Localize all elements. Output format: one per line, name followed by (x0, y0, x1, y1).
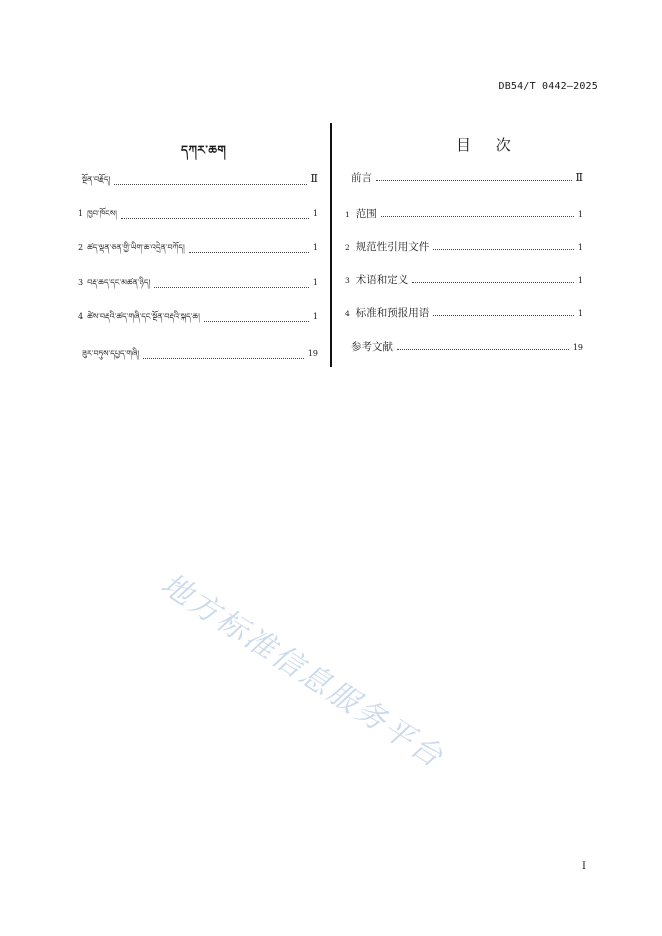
toc-chinese-row[interactable] (345, 305, 583, 320)
dot-leader (154, 286, 309, 288)
entry-page: 1 (577, 276, 583, 285)
entry-label: 前言 (351, 172, 372, 184)
entry-page: 1 (577, 243, 583, 252)
dot-leader (381, 215, 574, 217)
toc-tibetan-row[interactable] (78, 170, 318, 193)
watermark: 地方标准信息服务平台 (154, 566, 451, 776)
entry-number: 4 (78, 312, 84, 321)
entry-label: 规范性引用文件 (355, 241, 430, 253)
entry-page: 1 (312, 209, 318, 218)
entry-number: 3 (345, 276, 350, 285)
entry-page: 1 (577, 309, 583, 318)
dot-leader (114, 183, 306, 185)
toc-chinese-row[interactable] (345, 239, 583, 254)
column-divider (330, 123, 332, 367)
entry-label: ཚེས་བརྡའི་ཚད་གཞི་དང་སྔོན་བརྡའི་སྐད་ཆ། (87, 312, 200, 321)
standard-number: DB54/T 0442—2025 (498, 81, 598, 92)
entry-number: 3 (78, 278, 84, 287)
toc-tibetan-row[interactable] (78, 307, 318, 330)
entry-label: ཟུར་བཏུས་དཔྱད་གཞི། (82, 349, 140, 358)
toc-chinese-row[interactable] (345, 170, 583, 185)
dot-leader (143, 357, 304, 359)
dot-leader (433, 314, 574, 316)
toc-tibetan-row[interactable] (78, 344, 318, 367)
toc-tibetan-title: དཀར་ཆག (181, 143, 227, 157)
dot-leader (121, 217, 309, 219)
entry-page: Ⅱ (310, 172, 318, 185)
entry-label: 范围 (355, 208, 377, 220)
dot-leader (412, 281, 574, 283)
entry-label: ཚད་ལྡན་ཅན་གྱི་ཡིག་ཆ་འདྲེན་བཀོད། (87, 243, 185, 252)
entry-label: 参考文献 (351, 341, 393, 353)
entry-number: 1 (78, 209, 84, 218)
entry-label: 标准和预报用语 (355, 307, 430, 319)
page-number: I (582, 861, 586, 872)
entry-number: 2 (78, 243, 84, 252)
entry-page: 1 (312, 243, 318, 252)
entry-number: 1 (345, 210, 350, 219)
toc-chinese-row[interactable] (345, 206, 583, 221)
dot-leader (204, 320, 309, 322)
dot-leader (433, 248, 574, 250)
entry-page: 1 (312, 312, 318, 321)
entry-label: 术语和定义 (355, 274, 409, 286)
toc-tibetan-row[interactable] (78, 238, 318, 261)
entry-number: 4 (345, 309, 350, 318)
dot-leader (397, 348, 569, 350)
entry-page: 19 (307, 349, 318, 358)
toc-tibetan-row[interactable] (78, 204, 318, 227)
entry-label: སྔོན་བརྗོད། (82, 175, 111, 184)
entry-page: 19 (572, 343, 583, 352)
entry-label: ཁྱབ་ཁོངས། (87, 209, 117, 218)
toc-chinese-title: 目 次 (456, 136, 521, 154)
entry-page: 1 (312, 278, 318, 287)
toc-chinese-row[interactable] (345, 272, 583, 287)
toc-tibetan-row[interactable] (78, 273, 318, 296)
toc-chinese-row[interactable] (345, 339, 583, 354)
entry-number: 2 (345, 243, 350, 252)
entry-label: བརྡ་ཆད་དང་མཚན་ཉིད། (87, 278, 151, 287)
dot-leader (376, 179, 572, 181)
entry-page: Ⅱ (575, 171, 583, 184)
dot-leader (189, 251, 309, 253)
entry-page: 1 (577, 210, 583, 219)
